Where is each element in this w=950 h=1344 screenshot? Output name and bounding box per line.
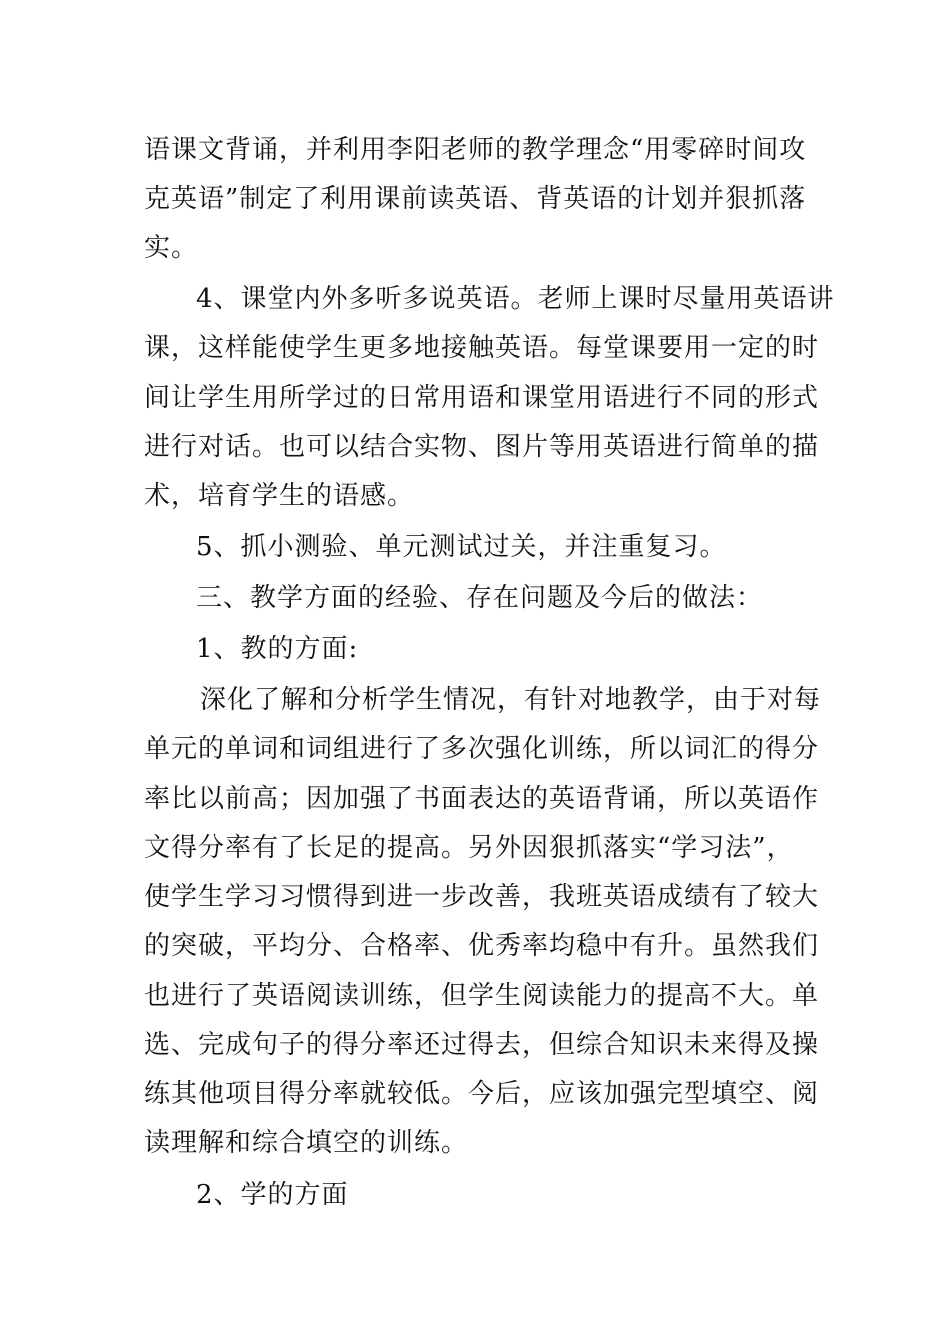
paragraph-line: 选、完成句子的得分率还过得去，但综合知识未来得及操	[144, 1030, 820, 1060]
list-item-4: 4、课堂内外多听多说英语。老师上课时尽量用英语讲	[196, 284, 835, 314]
paragraph-line: 课，这样能使学生更多地接触英语。每堂课要用一定的时	[144, 333, 820, 363]
paragraph-line: 也进行了英语阅读训练，但学生阅读能力的提高不大。单	[144, 981, 820, 1011]
subsection-heading-learning: 2、学的方面	[196, 1180, 349, 1210]
list-item-5: 5、抓小测验、单元测试过关，并注重复习。	[196, 532, 727, 562]
paragraph-line: 单元的单词和词组进行了多次强化训练，所以词汇的得分	[144, 734, 820, 764]
paragraph-line: 进行对话。也可以结合实物、图片等用英语进行简单的描	[144, 432, 820, 462]
section-heading: 三、教学方面的经验、存在问题及今后的做法：	[196, 583, 764, 613]
paragraph-line: 读理解和综合填空的训练。	[144, 1128, 469, 1158]
paragraph-line: 语课文背诵，并利用李阳老师的教学理念“用零碎时间攻	[144, 135, 807, 165]
paragraph-line: 术，培育学生的语感。	[144, 481, 415, 511]
paragraph-line: 的突破，平均分、合格率、优秀率均稳中有升。虽然我们	[144, 931, 820, 961]
paragraph-line: 练其他项目得分率就较低。今后，应该加强完型填空、阅	[144, 1079, 820, 1109]
paragraph-line: 深化了解和分析学生情况，有针对地教学，由于对每	[200, 685, 822, 715]
paragraph-line: 文得分率有了长足的提高。另外因狠抓落实“学习法”，	[144, 833, 794, 863]
paragraph-line: 克英语”制定了利用课前读英语、背英语的计划并狠抓落	[144, 184, 807, 214]
paragraph-line: 间让学生用所学过的日常用语和课堂用语进行不同的形式	[144, 383, 820, 413]
subsection-heading-teaching: 1、教的方面:	[196, 634, 359, 664]
paragraph-line: 率比以前高；因加强了书面表达的英语背诵，所以英语作	[144, 784, 820, 814]
paragraph-line: 使学生学习习惯得到进一步改善，我班英语成绩有了较大	[144, 882, 820, 912]
paragraph-line: 实。	[144, 233, 199, 263]
